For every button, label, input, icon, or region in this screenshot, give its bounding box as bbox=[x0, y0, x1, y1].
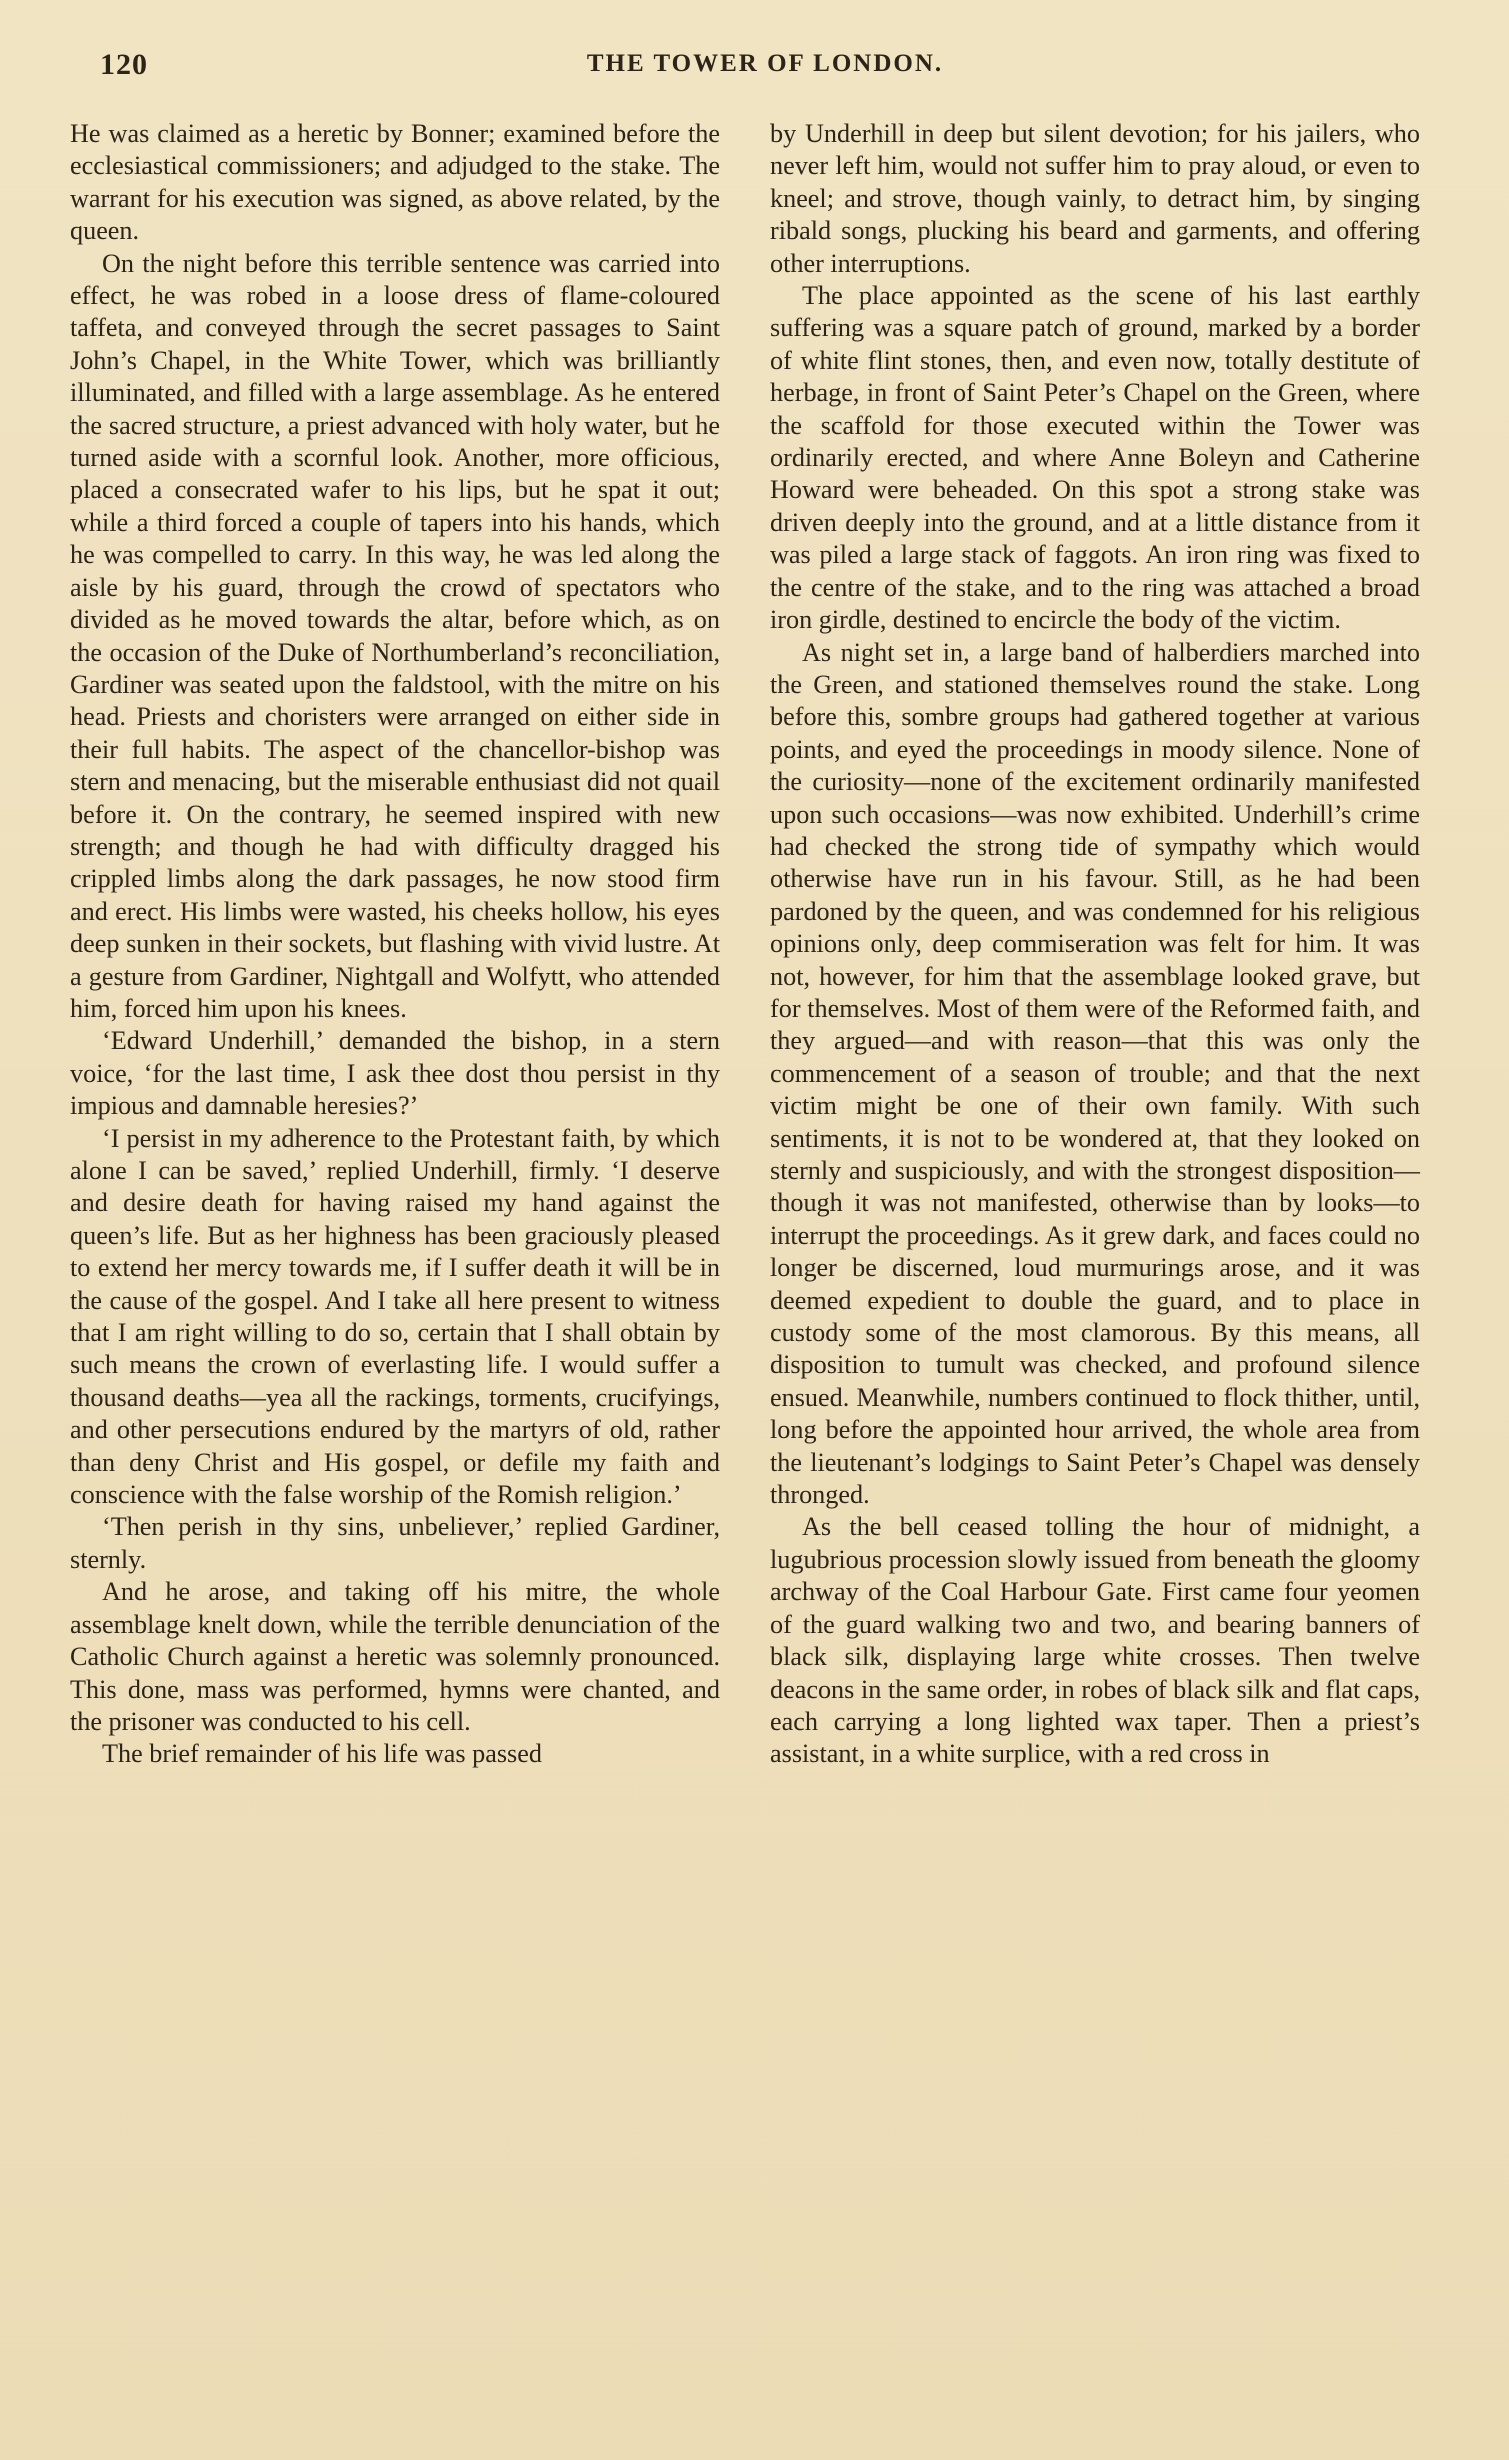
paragraph: And he arose, and taking off his mitre, the whole assemblage knelt down, while the terrible denunciation of the Catholic Church against a heretic was solemnly pronounced. This done, mass was performed, hymns were chanted, and the prisoner was conducted to his cell. bbox=[70, 1577, 720, 1736]
left-column bbox=[70, 118, 720, 1771]
paragraph: ‘Edward Underhill,’ demanded the bishop, in a stern voice, ‘for the last time, I ask thee dost thou persist in thy impious and damnable heresies?’ bbox=[70, 1026, 720, 1121]
paragraph: As night set in, a large band of halberdiers marched into the Green, and stationed themselves round the stake. Long before this, sombre groups had gathered together at various points, and eyed the proceedings in moody silence. None of the curiosity—none of the excitement ordinarily manifested upon such occasions—was now exhibited. Underhill’s crime had checked the strong tide of sympathy which would otherwise have run in his favour. Still, as he had been pardoned by the queen, and was condemned for his religious opinions only, deep commiseration was felt for him. It was not, however, for him that the assemblage looked grave, but for themselves. Most of them were of the Reformed faith, and they argued—and with reason—that this was only the commencement of a season of trouble; and that the next victim might be one of their own family. With such sentiments, it is not to be wondered at, that they looked on sternly and suspiciously, and with the strongest disposition—though it was not manifested, otherwise than by looks—to interrupt the proceedings. As it grew dark, and faces could no longer be discerned, loud murmurings arose, and it was deemed expedient to double the guard, and to place in custody some of the most clamorous. By this means, all disposition to tumult was checked, and profound silence ensued. Meanwhile, numbers continued to flock thither, until, long before the appointed hour arrived, the whole area from the lieutenant’s lodgings to Saint Peter’s Chapel was densely thronged. bbox=[770, 637, 1420, 1510]
paragraph: He was claimed as a heretic by Bonner; examined before the ecclesiastical commissioners; and adjudged to the stake. The warrant for his execution was signed, as above related, by the queen. bbox=[70, 119, 720, 246]
paragraph: The place appointed as the scene of his last earthly suffering was a square patch of ground, marked by a border of white flint stones, then, and even now, totally destitute of herbage, in front of Saint Peter’s Chapel on the Green, where the scaffold for those executed within the Tower was ordinarily erected, and where Anne Boleyn and Catherine Howard were beheaded. On this spot a strong stake was driven deeply into the ground, and at a little distance from it was piled a large stack of faggots. An iron ring was fixed to the centre of the stake, and to the ring was attached a broad iron girdle, destined to encircle the body of the victim. bbox=[770, 281, 1420, 635]
page-header bbox=[100, 48, 1430, 88]
paragraph: On the night before this terrible sentence was carried into effect, he was robed in a loose dress of flame-coloured taffeta, and conveyed through the secret passages to Saint John’s Chapel, in the White Tower, which was brilliantly illuminated, and filled with a large assemblage. As he entered the sacred structure, a priest advanced with holy water, but he turned aside with a scornful look. Another, more officious, placed a consecrated wafer to his lips, but he spat it out; while a third forced a couple of tapers into his hands, which he was compelled to carry. In this way, he was led along the aisle by his guard, through the crowd of spectators who divided as he moved towards the altar, before which, as on the occasion of the Duke of Northumberland’s reconciliation, Gardiner was seated upon the faldstool, with the mitre on his head. Priests and choristers were arranged on either side in their full habits. The aspect of the chancellor-bishop was stern and menacing, but the miserable enthusiast did not quail before it. On the contrary, he seemed inspired with new strength; and though he had with difficulty dragged his crippled limbs along the dark passages, he now stood firm and erect. His limbs were wasted, his cheeks hollow, his eyes deep sunken in their sockets, but flashing with vivid lustre. At a gesture from Gardiner, Nightgall and Wolfytt, who attended him, forced him upon his knees. bbox=[70, 248, 720, 1023]
paragraph: ‘Then perish in thy sins, unbeliever,’ replied Gardiner, sternly. bbox=[70, 1512, 720, 1574]
page-number: 120 bbox=[100, 48, 148, 81]
paragraph: As the bell ceased tolling the hour of midnight, a lugubrious procession slowly issued from beneath the gloomy archway of the Coal Harbour Gate. First came four yeomen of the guard walking two and two, and bearing banners of black silk, displaying large white crosses. Then twelve deacons in the same order, in robes of black silk and flat caps, each carrying a long lighted wax taper. Then a priest’s assistant, in a white surplice, with a red cross in bbox=[770, 1512, 1420, 1769]
right-column bbox=[770, 118, 1420, 1771]
paragraph: The brief remainder of his life was passed bbox=[102, 1739, 542, 1769]
paragraph: by Underhill in deep but silent devotion; for his jailers, who never left him, would not suffer him to pray aloud, or even to kneel; and strove, though vainly, to detract him, by singing ribald songs, plucking his beard and garments, and offering other interruptions. bbox=[770, 119, 1420, 278]
running-title: THE TOWER OF LONDON. bbox=[586, 50, 944, 77]
paragraph: ‘I persist in my adherence to the Protestant faith, by which alone I can be saved,’ replied Underhill, firmly. ‘I deserve and desire death for having raised my hand against the queen’s life. But as her highness has been graciously pleased to extend her mercy towards me, if I suffer death it will be in the cause of the gospel. And I take all here present to witness that I am right willing to do so, certain that I shall obtain by such means the crown of everlasting life. I would suffer a thousand deaths—yea all the rackings, torments, crucifyings, and other persecutions endured by the martyrs of old, rather than deny Christ and His gospel, or defile my faith and conscience with the false worship of the Romish religion.’ bbox=[70, 1123, 720, 1510]
